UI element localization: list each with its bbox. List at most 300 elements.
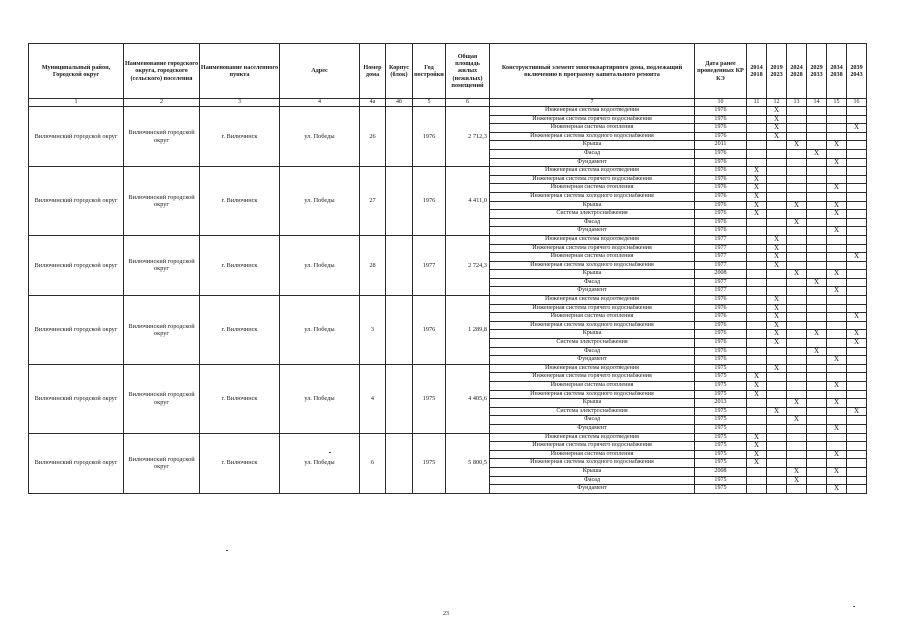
- period-mark-cell: [827, 407, 847, 416]
- block-cell: [386, 364, 413, 433]
- period-mark-cell: [807, 373, 827, 382]
- period-mark-cell: [767, 424, 787, 433]
- period-mark-cell: [847, 132, 867, 141]
- element-name-cell: Фундамент: [490, 158, 695, 167]
- header-period: 2029 2033: [807, 44, 827, 99]
- period-mark-cell: X: [767, 339, 787, 348]
- column-number: 13: [787, 99, 807, 107]
- period-mark-cell: [847, 107, 867, 116]
- header-municipality: Муниципальный район, Городской округ: [29, 44, 124, 99]
- period-mark-cell: [847, 442, 867, 451]
- period-mark-cell: [787, 321, 807, 330]
- period-mark-cell: [787, 107, 807, 116]
- period-mark-cell: [787, 244, 807, 253]
- district-cell: Вилючинский городской округ: [124, 107, 200, 167]
- municipality-cell: Вилючинский городской округ: [29, 107, 124, 167]
- prev-repair-date-cell: 2008: [695, 467, 747, 476]
- period-mark-cell: [767, 347, 787, 356]
- period-mark-cell: [787, 407, 807, 416]
- scan-speck: [226, 550, 228, 551]
- period-mark-cell: [807, 356, 827, 365]
- municipality-cell: Вилючинский городской округ: [29, 364, 124, 433]
- period-mark-cell: [807, 218, 827, 227]
- municipality-cell: Вилючинский городской округ: [29, 167, 124, 236]
- period-mark-cell: [847, 278, 867, 287]
- table-row: [29, 364, 867, 373]
- element-name-cell: Инженерная система водоотведения: [490, 364, 695, 373]
- period-mark-cell: [847, 270, 867, 279]
- period-mark-cell: X: [787, 218, 807, 227]
- period-mark-cell: [747, 287, 767, 296]
- period-mark-cell: [747, 296, 767, 305]
- period-mark-cell: X: [767, 364, 787, 373]
- period-mark-cell: [807, 210, 827, 219]
- municipality-cell: Вилючинский городской округ: [29, 235, 124, 295]
- period-mark-cell: X: [767, 253, 787, 262]
- prev-repair-date-cell: 1976: [695, 304, 747, 313]
- period-mark-cell: X: [827, 382, 847, 391]
- period-mark-cell: [827, 390, 847, 399]
- period-mark-cell: [767, 167, 787, 176]
- period-mark-cell: [787, 485, 807, 494]
- period-mark-cell: [847, 244, 867, 253]
- header-settlement: Наименование городского округа, городского (сельского) поселения: [124, 44, 200, 99]
- period-mark-cell: [807, 424, 827, 433]
- period-mark-cell: [747, 467, 767, 476]
- period-mark-cell: [747, 149, 767, 158]
- period-mark-cell: X: [827, 227, 847, 236]
- element-name-cell: Инженерная система горячего водоснабжения: [490, 244, 695, 253]
- prev-repair-date-cell: 1976: [695, 132, 747, 141]
- period-mark-cell: X: [787, 141, 807, 150]
- period-mark-cell: [747, 227, 767, 236]
- period-mark-cell: [827, 364, 847, 373]
- period-mark-cell: [767, 356, 787, 365]
- house-number-cell: 4: [360, 364, 386, 433]
- period-mark-cell: [787, 235, 807, 244]
- prev-repair-date-cell: 1977: [695, 253, 747, 262]
- period-mark-cell: X: [747, 450, 767, 459]
- prev-repair-date-cell: 1976: [695, 107, 747, 116]
- period-mark-cell: [827, 321, 847, 330]
- period-mark-cell: [767, 382, 787, 391]
- period-mark-cell: [847, 321, 867, 330]
- element-name-cell: Инженерная система водоотведения: [490, 235, 695, 244]
- header-element: Конструктивный элемент многоквартирного дома, подлежащий включению в программу капитального ремонта: [490, 44, 695, 99]
- prev-repair-date-cell: 1976: [695, 175, 747, 184]
- element-name-cell: Инженерная система отопления: [490, 382, 695, 391]
- column-number: 5: [413, 99, 446, 107]
- period-mark-cell: [787, 149, 807, 158]
- element-name-cell: Инженерная система холодного водоснабжения: [490, 321, 695, 330]
- column-number: 4а: [360, 99, 386, 107]
- period-mark-cell: [767, 373, 787, 382]
- prev-repair-date-cell: 1976: [695, 321, 747, 330]
- period-mark-cell: [847, 296, 867, 305]
- area-cell: 2 712,3: [446, 107, 490, 167]
- period-mark-cell: [847, 235, 867, 244]
- element-name-cell: Инженерная система отопления: [490, 253, 695, 262]
- district-cell: Вилючинский городской округ: [124, 167, 200, 236]
- column-number: 11: [747, 99, 767, 107]
- period-mark-cell: [807, 313, 827, 322]
- period-mark-cell: [847, 141, 867, 150]
- period-mark-cell: [807, 132, 827, 141]
- house-number-cell: 3: [360, 296, 386, 365]
- period-mark-cell: X: [847, 330, 867, 339]
- period-mark-cell: [767, 485, 787, 494]
- period-mark-cell: [767, 287, 787, 296]
- period-mark-cell: [827, 124, 847, 133]
- period-mark-cell: [747, 115, 767, 124]
- period-mark-cell: [747, 218, 767, 227]
- period-mark-cell: [827, 244, 847, 253]
- prev-repair-date-cell: 1977: [695, 244, 747, 253]
- prev-repair-date-cell: 2011: [695, 141, 747, 150]
- build-year-cell: 1977: [413, 235, 446, 295]
- period-mark-cell: [807, 175, 827, 184]
- period-mark-cell: [807, 287, 827, 296]
- municipality-cell: Вилючинский городской округ: [29, 433, 124, 493]
- period-mark-cell: X: [747, 175, 767, 184]
- header-period: 2014 2018: [747, 44, 767, 99]
- element-name-cell: Инженерная система горячего водоснабжения: [490, 175, 695, 184]
- period-mark-cell: [807, 416, 827, 425]
- period-mark-cell: [807, 201, 827, 210]
- element-name-cell: Инженерная система холодного водоснабжения: [490, 390, 695, 399]
- period-mark-cell: [807, 192, 827, 201]
- element-name-cell: Крыша: [490, 330, 695, 339]
- period-mark-cell: [747, 399, 767, 408]
- period-mark-cell: X: [847, 253, 867, 262]
- period-mark-cell: [787, 227, 807, 236]
- prev-repair-date-cell: 1975: [695, 416, 747, 425]
- prev-repair-date-cell: 1976: [695, 184, 747, 193]
- period-mark-cell: [787, 287, 807, 296]
- period-mark-cell: X: [767, 330, 787, 339]
- locality-cell: г. Вилючинск: [200, 433, 280, 493]
- period-mark-cell: [807, 450, 827, 459]
- period-mark-cell: X: [767, 124, 787, 133]
- period-mark-cell: X: [767, 296, 787, 305]
- period-mark-cell: X: [827, 467, 847, 476]
- period-mark-cell: [767, 399, 787, 408]
- house-number-cell: 6: [360, 433, 386, 493]
- prev-repair-date-cell: 1977: [695, 261, 747, 270]
- element-name-cell: Фасад: [490, 149, 695, 158]
- block-cell: [386, 433, 413, 493]
- element-name-cell: Инженерная система отопления: [490, 450, 695, 459]
- prev-repair-date-cell: 1976: [695, 158, 747, 167]
- period-mark-cell: [747, 124, 767, 133]
- element-name-cell: Фундамент: [490, 424, 695, 433]
- period-mark-cell: X: [767, 244, 787, 253]
- period-mark-cell: X: [827, 210, 847, 219]
- prev-repair-date-cell: 1975: [695, 390, 747, 399]
- period-mark-cell: [747, 261, 767, 270]
- element-name-cell: Инженерная система холодного водоснабжения: [490, 459, 695, 468]
- period-mark-cell: [847, 450, 867, 459]
- period-mark-cell: [807, 390, 827, 399]
- column-number: 6: [446, 99, 490, 107]
- element-name-cell: Инженерная система горячего водоснабжения: [490, 304, 695, 313]
- period-mark-cell: X: [847, 313, 867, 322]
- element-name-cell: Система электроснабжения: [490, 339, 695, 348]
- period-mark-cell: [807, 167, 827, 176]
- area-cell: 2 724,3: [446, 235, 490, 295]
- header-house-number: Номер дома: [360, 44, 386, 99]
- street-cell: ул. Победы: [280, 235, 360, 295]
- prev-repair-date-cell: 1976: [695, 313, 747, 322]
- period-mark-cell: [807, 433, 827, 442]
- locality-cell: г. Вилючинск: [200, 235, 280, 295]
- street-cell: ул. Победы: [280, 296, 360, 365]
- element-name-cell: Крыша: [490, 270, 695, 279]
- period-mark-cell: [827, 347, 847, 356]
- period-mark-cell: [847, 356, 867, 365]
- period-mark-cell: [787, 296, 807, 305]
- period-mark-cell: [747, 424, 767, 433]
- column-number: 12: [767, 99, 787, 107]
- period-mark-cell: X: [747, 382, 767, 391]
- period-mark-cell: X: [827, 158, 847, 167]
- period-mark-cell: X: [747, 210, 767, 219]
- period-mark-cell: [827, 433, 847, 442]
- period-mark-cell: [787, 356, 807, 365]
- header-period: 2034 2038: [827, 44, 847, 99]
- period-mark-cell: [827, 339, 847, 348]
- table-row: [29, 235, 867, 244]
- period-mark-cell: [847, 304, 867, 313]
- period-mark-cell: [807, 304, 827, 313]
- period-mark-cell: [787, 459, 807, 468]
- period-mark-cell: [847, 476, 867, 485]
- prev-repair-date-cell: 1977: [695, 278, 747, 287]
- element-name-cell: Система электроснабжения: [490, 407, 695, 416]
- period-mark-cell: X: [767, 132, 787, 141]
- prev-repair-date-cell: 1976: [695, 339, 747, 348]
- prev-repair-date-cell: 1976: [695, 167, 747, 176]
- period-mark-cell: X: [767, 321, 787, 330]
- period-mark-cell: [807, 485, 827, 494]
- street-cell: ул. Победы: [280, 364, 360, 433]
- column-number: 10: [695, 99, 747, 107]
- period-mark-cell: [807, 476, 827, 485]
- period-mark-cell: [847, 416, 867, 425]
- period-mark-cell: [747, 304, 767, 313]
- column-number: 16: [847, 99, 867, 107]
- period-mark-cell: [807, 124, 827, 133]
- period-mark-cell: [767, 442, 787, 451]
- prev-repair-date-cell: 1975: [695, 373, 747, 382]
- period-mark-cell: [807, 261, 827, 270]
- period-mark-cell: [847, 218, 867, 227]
- period-mark-cell: X: [787, 476, 807, 485]
- element-name-cell: Инженерная система горячего водоснабжения: [490, 373, 695, 382]
- build-year-cell: 1976: [413, 167, 446, 236]
- period-mark-cell: [747, 356, 767, 365]
- header-period: 2024 2028: [787, 44, 807, 99]
- column-number: 3: [200, 99, 280, 107]
- area-cell: 4 411,0: [446, 167, 490, 236]
- period-mark-cell: [747, 270, 767, 279]
- period-mark-cell: [747, 330, 767, 339]
- element-name-cell: Инженерная система отопления: [490, 313, 695, 322]
- build-year-cell: 1976: [413, 296, 446, 365]
- area-cell: 4 405,6: [446, 364, 490, 433]
- prev-repair-date-cell: 1976: [695, 149, 747, 158]
- district-cell: Вилючинский городской округ: [124, 433, 200, 493]
- period-mark-cell: X: [827, 270, 847, 279]
- house-number-cell: 26: [360, 107, 386, 167]
- period-mark-cell: [847, 347, 867, 356]
- element-name-cell: Фундамент: [490, 485, 695, 494]
- header-total-area: Общая площадь жилых (нежилых) помещений: [446, 44, 490, 99]
- period-mark-cell: [767, 390, 787, 399]
- period-mark-cell: [767, 192, 787, 201]
- table-row: [29, 433, 867, 442]
- prev-repair-date-cell: 2013: [695, 399, 747, 408]
- table-row: [29, 167, 867, 176]
- period-mark-cell: [747, 235, 767, 244]
- period-mark-cell: [827, 149, 847, 158]
- locality-cell: г. Вилючинск: [200, 364, 280, 433]
- header-block: Корпус (блок): [386, 44, 413, 99]
- period-mark-cell: [847, 373, 867, 382]
- prev-repair-date-cell: 1975: [695, 476, 747, 485]
- element-name-cell: Система электроснабжения: [490, 210, 695, 219]
- period-mark-cell: [747, 244, 767, 253]
- period-mark-cell: [747, 278, 767, 287]
- period-mark-cell: X: [767, 313, 787, 322]
- header-address: Адрес: [280, 44, 360, 99]
- element-name-cell: Инженерная система водоотведения: [490, 433, 695, 442]
- period-mark-cell: [767, 278, 787, 287]
- period-mark-cell: [767, 476, 787, 485]
- period-mark-cell: X: [767, 115, 787, 124]
- locality-cell: г. Вилючинск: [200, 296, 280, 365]
- element-name-cell: Инженерная система холодного водоснабжения: [490, 192, 695, 201]
- period-mark-cell: [827, 330, 847, 339]
- period-mark-cell: [767, 450, 787, 459]
- period-mark-cell: [807, 227, 827, 236]
- period-mark-cell: [787, 304, 807, 313]
- block-cell: [386, 167, 413, 236]
- period-mark-cell: X: [747, 167, 767, 176]
- period-mark-cell: [787, 347, 807, 356]
- period-mark-cell: X: [787, 416, 807, 425]
- period-mark-cell: [747, 364, 767, 373]
- period-mark-cell: [807, 399, 827, 408]
- period-mark-cell: [847, 382, 867, 391]
- period-mark-cell: X: [827, 141, 847, 150]
- period-mark-cell: X: [827, 184, 847, 193]
- period-mark-cell: X: [827, 399, 847, 408]
- period-mark-cell: X: [807, 347, 827, 356]
- period-mark-cell: X: [747, 373, 767, 382]
- period-mark-cell: [787, 424, 807, 433]
- prev-repair-date-cell: 1975: [695, 485, 747, 494]
- period-mark-cell: [747, 407, 767, 416]
- street-cell: ул. Победы: [280, 433, 360, 493]
- period-mark-cell: [827, 261, 847, 270]
- header-row: [29, 44, 867, 99]
- period-mark-cell: X: [747, 192, 767, 201]
- period-mark-cell: X: [787, 201, 807, 210]
- period-mark-cell: [847, 149, 867, 158]
- period-mark-cell: [847, 201, 867, 210]
- period-mark-cell: [847, 175, 867, 184]
- period-mark-cell: [827, 175, 847, 184]
- column-number: 7: [490, 99, 695, 107]
- page-number: 23: [443, 611, 449, 617]
- period-mark-cell: [747, 347, 767, 356]
- period-mark-cell: X: [747, 459, 767, 468]
- element-name-cell: Инженерная система холодного водоснабжения: [490, 261, 695, 270]
- table-row: [29, 107, 867, 116]
- period-mark-cell: [827, 442, 847, 451]
- period-mark-cell: [827, 278, 847, 287]
- period-mark-cell: X: [747, 201, 767, 210]
- header-period: 2039 2043: [847, 44, 867, 99]
- period-mark-cell: [847, 184, 867, 193]
- period-mark-cell: X: [767, 235, 787, 244]
- period-mark-cell: [827, 459, 847, 468]
- period-mark-cell: [807, 107, 827, 116]
- area-cell: 5 800,5: [446, 433, 490, 493]
- period-mark-cell: [847, 261, 867, 270]
- period-mark-cell: [847, 459, 867, 468]
- period-mark-cell: [807, 321, 827, 330]
- prev-repair-date-cell: 1975: [695, 459, 747, 468]
- period-mark-cell: X: [847, 339, 867, 348]
- period-mark-cell: [767, 201, 787, 210]
- element-name-cell: Фасад: [490, 218, 695, 227]
- street-cell: ул. Победы: [280, 107, 360, 167]
- column-number: 1: [29, 99, 124, 107]
- build-year-cell: 1975: [413, 364, 446, 433]
- block-cell: [386, 235, 413, 295]
- column-number: 14: [807, 99, 827, 107]
- prev-repair-date-cell: 1976: [695, 192, 747, 201]
- period-mark-cell: [767, 149, 787, 158]
- period-mark-cell: [787, 158, 807, 167]
- period-mark-cell: [827, 476, 847, 485]
- period-mark-cell: [847, 390, 867, 399]
- period-mark-cell: [787, 442, 807, 451]
- prev-repair-date-cell: 2008: [695, 270, 747, 279]
- house-number-cell: 27: [360, 167, 386, 236]
- prev-repair-date-cell: 1975: [695, 364, 747, 373]
- period-mark-cell: [767, 416, 787, 425]
- element-name-cell: Инженерная система водоотведения: [490, 167, 695, 176]
- period-mark-cell: [827, 253, 847, 262]
- element-name-cell: Крыша: [490, 467, 695, 476]
- build-year-cell: 1975: [413, 433, 446, 493]
- period-mark-cell: [747, 141, 767, 150]
- prev-repair-date-cell: 1976: [695, 115, 747, 124]
- element-name-cell: Инженерная система водоотведения: [490, 296, 695, 305]
- prev-repair-date-cell: 1975: [695, 407, 747, 416]
- period-mark-cell: X: [767, 107, 787, 116]
- element-name-cell: Фундамент: [490, 356, 695, 365]
- period-mark-cell: X: [747, 184, 767, 193]
- element-name-cell: Инженерная система холодного водоснабжения: [490, 132, 695, 141]
- scan-speck: [329, 452, 331, 453]
- period-mark-cell: [767, 270, 787, 279]
- district-cell: Вилючинский городской округ: [124, 364, 200, 433]
- period-mark-cell: [807, 115, 827, 124]
